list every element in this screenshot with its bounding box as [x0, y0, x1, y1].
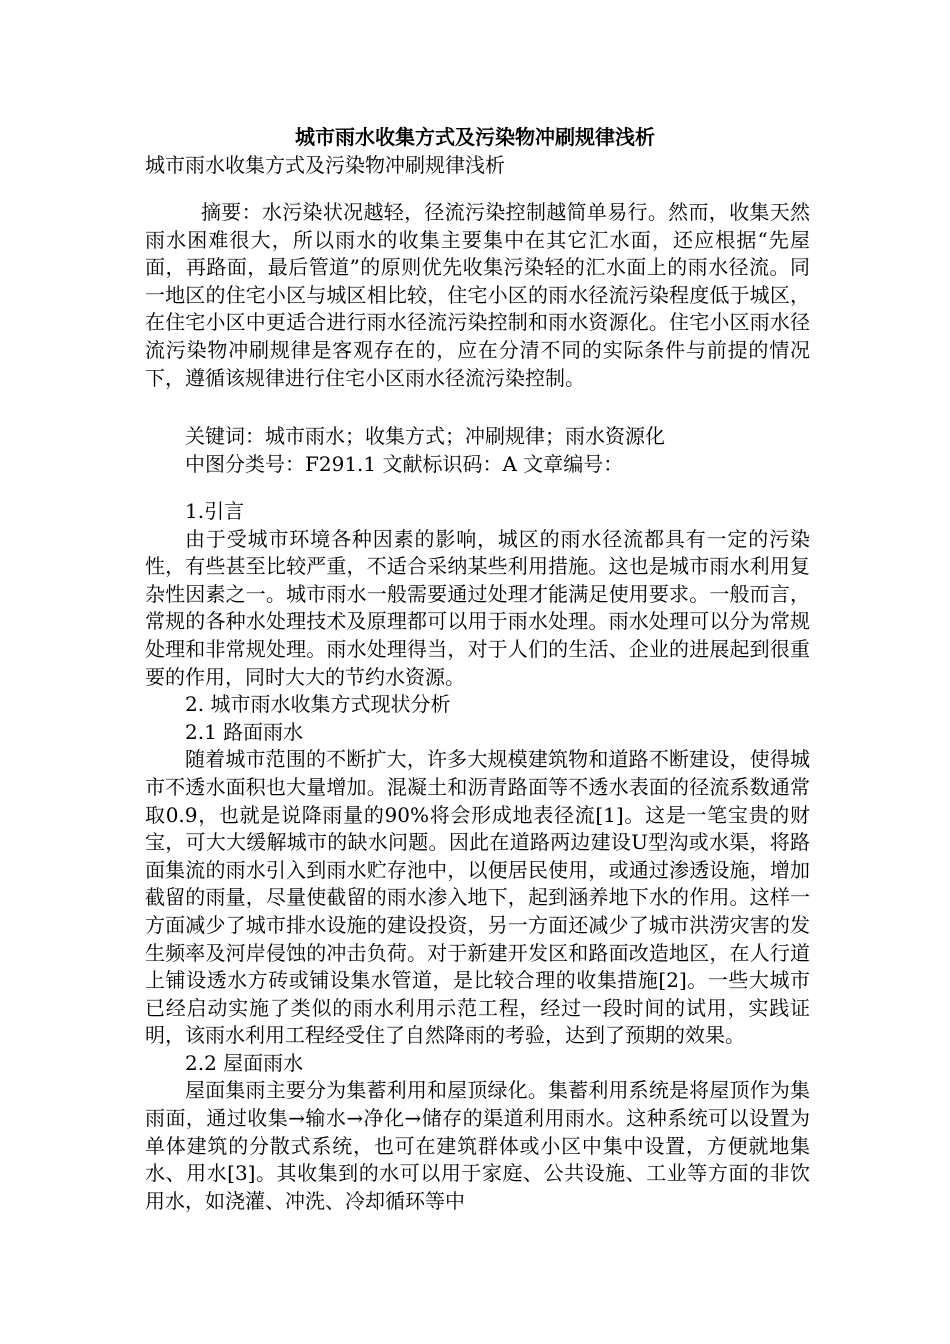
section-2-heading: 2. 城市雨水收集方式现状分析	[185, 692, 451, 717]
section-2-1-heading: 2.1 路面雨水	[185, 719, 304, 744]
section-1-heading: 1.引言	[185, 499, 245, 523]
keywords-line: 关键词：城市雨水；收集方式；冲刷规律；雨水资源化	[185, 424, 665, 448]
body-section	[145, 498, 810, 1215]
section-2-2-heading: 2.2 屋面雨水	[185, 1050, 304, 1075]
section-2-2-paragraph: 屋面集雨主要分为集蓄利用和屋顶绿化。集蓄利用系统是将屋顶作为集雨面，通过收集→输水→净化→储存的渠道利用雨水。这种系统可以设置为单体建筑的分散式系统，也可在建筑群体或小区中集中设置，方便就地集水、用水[3]。其收集到的水可以用于家庭、公共设施、工业等方面的非饮用水，如浇灌、冲洗、冷却循环等中	[145, 1078, 810, 1213]
document-subtitle: 城市雨水收集方式及污染物冲刷规律浅析	[145, 153, 505, 177]
abstract-section	[145, 199, 810, 392]
keywords-section	[145, 423, 810, 478]
abstract-paragraph: 摘要：水污染状况越轻，径流污染控制越简单易行。然而，收集天然雨水困难很大，所以雨水的收集主要集中在其它汇水面，还应根据“先屋面，再路面，最后管道”的原则优先收集污染轻的汇水面上的雨水径流。同一地区的住宅小区与城区相比较，住宅小区的雨水径流污染程度低于城区，在住宅小区中更适合进行雨水径流污染控制和雨水资源化。住宅小区雨水径流污染物冲刷规律是客观存在的，应在分清不同的实际条件与前提的情况下，遵循该规律进行住宅小区雨水径流污染控制。	[145, 200, 810, 390]
section-2-1-paragraph: 随着城市范围的不断扩大，许多大规模建筑物和道路不断建设，使得城市不透水面积也大量增加。混凝土和沥青路面等不透水表面的径流系数通常取0.9，也就是说降雨量的90%将会形成地表径流[1]。这是一笔宝贵的财宝，可大大缓解城市的缺水问题。因此在道路两边建设U型沟或水渠，将路面集流的雨水引入到雨水贮存池中，以便居民使用，或通过渗透设施，增加截留的雨量，尽量使截留的雨水渗入地下，起到涵养地下水的作用。这样一方面减少了城市排水设施的建设投资，另一方面还减少了城市洪涝灾害的发生频率及河岸侵蚀的冲击负荷。对于新建开发区和路面改造地区，在人行道上铺设透水方砖或铺设集水管道，是比较合理的收集措施[2]。一些大城市已经启动实施了类似的雨水利用示范工程，经过一段时间的试用，实践证明，该雨水利用工程经受住了自然降雨的考验，达到了预期的效果。	[145, 747, 810, 1048]
section-1-paragraph: 由于受城市环境各种因素的影响，城区的雨水径流都具有一定的污染性，有些甚至比较严重，不适合采纳某些利用措施。这也是城市雨水利用复杂性因素之一。城市雨水一般需要通过处理才能满足使用要求。一般而言，常规的各种水处理技术及原理都可以用于雨水处理。雨水处理可以分为常规处理和非常规处理。雨水处理得当，对于人们的生活、企业的进展起到很重要的作用，同时大大的节约水资源。	[145, 526, 810, 689]
classification-line: 中图分类号：F291.1 文献标识码：A 文章编号：	[185, 451, 624, 476]
document-title: 城市雨水收集方式及污染物冲刷规律浅析	[295, 125, 655, 149]
